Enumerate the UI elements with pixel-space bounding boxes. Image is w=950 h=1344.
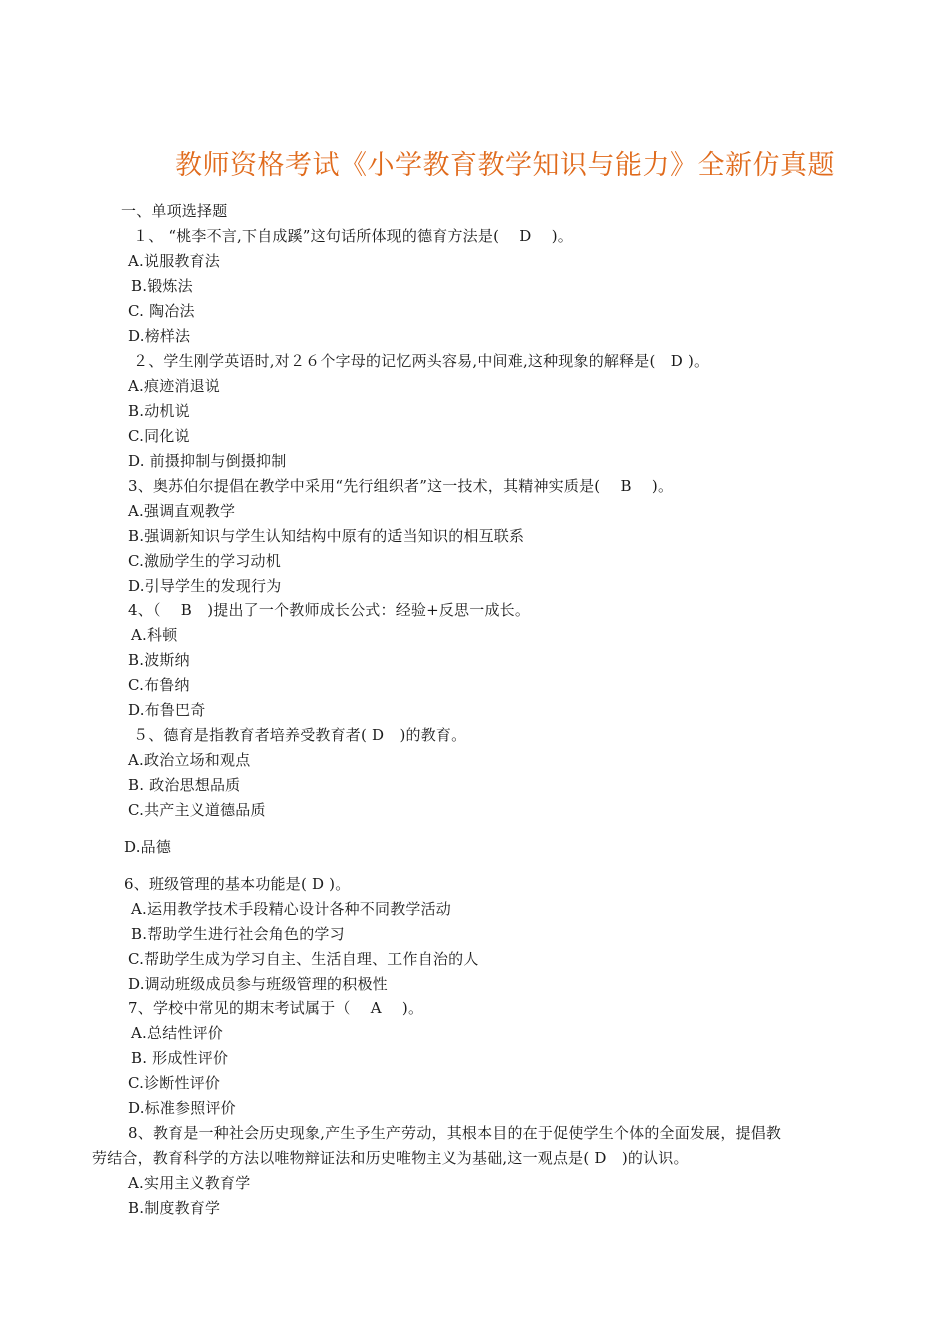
- answer-option: A.科顿: [131, 626, 178, 644]
- answer-option: D.品德: [124, 838, 172, 856]
- answer-option: B. 政治思想品质: [128, 776, 241, 794]
- answer-option: A.痕迹消退说: [128, 377, 221, 395]
- answer-option: B.强调新知识与学生认知结构中原有的适当知识的相互联系: [128, 527, 525, 545]
- question-stem-continuation: 劳结合，教育科学的方法以唯物辩证法和历史唯物主义为基础,这一观点是( D )的认识。: [92, 1149, 689, 1167]
- question-stem: 4、（ B )提出了一个教师成长公式：经验+反思一成长。: [128, 601, 531, 619]
- answer-option: A.运用教学技术手段精心设计各种不同教学活动: [131, 900, 452, 918]
- answer-option: D.布鲁巴奇: [128, 701, 206, 719]
- answer-option: D.调动班级成员参与班级管理的积极性: [128, 975, 388, 993]
- question-stem: ５、德育是指教育者培养受教育者( D )的教育。: [133, 726, 467, 744]
- answer-option: C.布鲁纳: [128, 676, 190, 694]
- answer-option: C.共产主义道德品质: [128, 801, 266, 819]
- answer-option: D.榜样法: [128, 327, 191, 345]
- document-title: 教师资格考试《小学教育教学知识与能力》全新仿真题: [175, 150, 835, 181]
- question-stem: ２、学生刚学英语时,对２６个字母的记忆两头容易,中间难,这种现象的解释是( D )。: [133, 352, 710, 370]
- answer-option: C.诊断性评价: [128, 1074, 221, 1092]
- question-stem: 3、奥苏伯尔提倡在教学中采用“先行组织者”这一技术，其精神实质是( B )。: [128, 477, 674, 495]
- answer-option: B.动机说: [128, 402, 190, 420]
- answer-option: A.说服教育法: [128, 252, 221, 270]
- answer-option: C.同化说: [128, 427, 190, 445]
- answer-option: B.制度教育学: [128, 1199, 221, 1217]
- answer-option: C. 陶冶法: [128, 302, 195, 320]
- question-stem: 6、班级管理的基本功能是( D )。: [124, 875, 351, 893]
- answer-option: D. 前摄抑制与倒摄抑制: [128, 452, 287, 470]
- answer-option: A.实用主义教育学: [128, 1174, 251, 1192]
- answer-option: C.激励学生的学习动机: [128, 552, 281, 570]
- answer-option: B.波斯纳: [128, 651, 190, 669]
- answer-option: B. 形成性评价: [131, 1049, 229, 1067]
- answer-option: D.标准参照评价: [128, 1099, 236, 1117]
- answer-option: A.政治立场和观点: [128, 751, 251, 769]
- answer-option: A.强调直观教学: [128, 502, 236, 520]
- question-stem: 7、学校中常见的期末考试属于（ A )。: [128, 999, 424, 1017]
- question-stem: 8、教育是一种社会历史现象,产生予生产劳动，其根本目的在于促使学生个体的全面发展，提倡教: [128, 1124, 782, 1142]
- question-stem: １、 “桃李不言,下自成蹊”这句话所体现的德育方法是( D )。: [133, 227, 573, 245]
- answer-option: C.帮助学生成为学习自主、生活自理、工作自治的人: [128, 950, 479, 968]
- answer-option: B.帮助学生进行社会角色的学习: [131, 925, 345, 943]
- section-heading: 一、单项选择题: [121, 202, 228, 220]
- answer-option: A.总结性评价: [131, 1024, 224, 1042]
- answer-option: D.引导学生的发现行为: [128, 577, 282, 595]
- answer-option: B.锻炼法: [131, 277, 193, 295]
